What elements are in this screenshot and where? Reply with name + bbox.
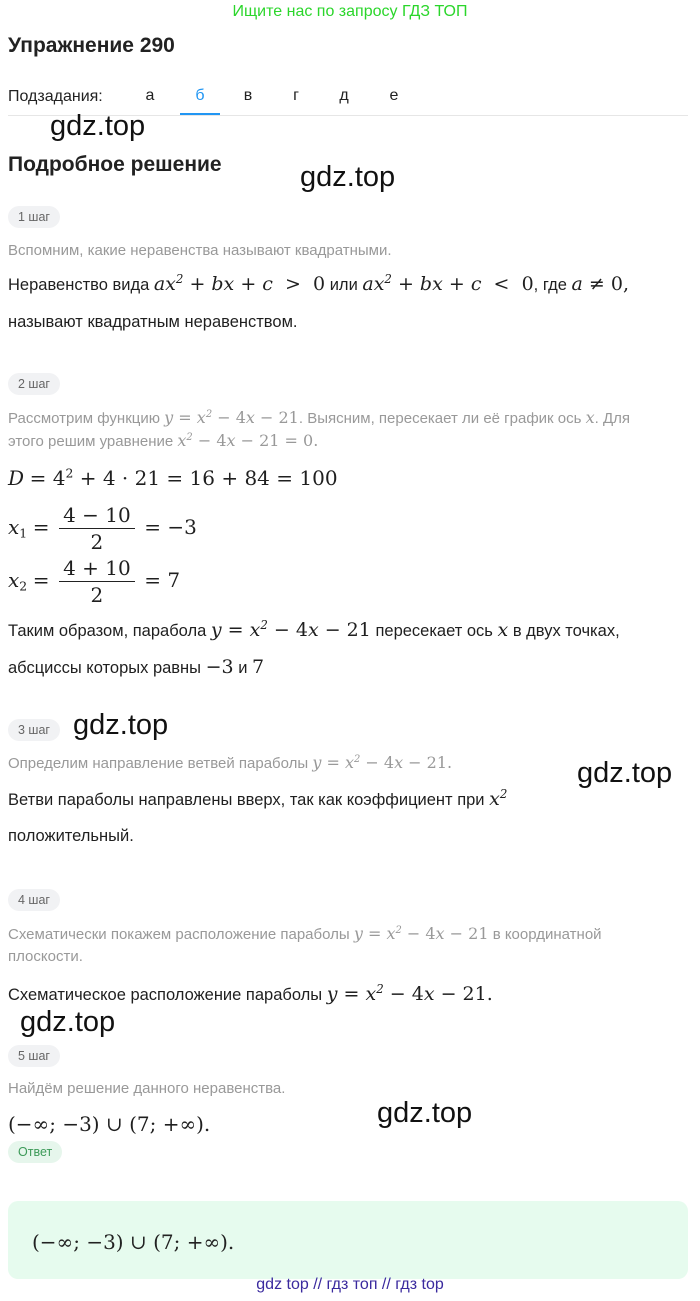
- tab-a[interactable]: а: [145, 87, 155, 104]
- step-badge: 5 шаг: [8, 1045, 60, 1067]
- watermark: gdz.top: [20, 1006, 116, 1038]
- step-text-part: или: [329, 276, 358, 294]
- search-banner[interactable]: Ищите нас по запросу ГДЗ ТОП: [232, 3, 468, 20]
- step-hint: [8, 431, 318, 450]
- formula: $ax^2$ + bx + c < 0: [362, 271, 534, 295]
- step-hint: Найдём решение данного неравенства.: [8, 1080, 286, 1097]
- formula: $y = x^2 - 4x - 21$: [353, 924, 489, 943]
- step-hint: Вспомним, какие неравенства называют квадратными.: [8, 242, 392, 259]
- step-badge: 1 шаг: [8, 206, 60, 228]
- hint-part: . Для: [594, 410, 631, 427]
- subtasks-label: Подзадания:: [8, 88, 103, 105]
- step-text-part: положительный.: [8, 827, 134, 845]
- formula: $y = x^2 - 4x - 21$.: [312, 753, 453, 772]
- step-hint: [8, 408, 630, 427]
- tab-v[interactable]: в: [243, 87, 253, 104]
- tab-e[interactable]: е: [389, 87, 399, 104]
- hint-part: Определим направление ветвей параболы: [8, 755, 309, 772]
- step-text: [8, 656, 264, 678]
- step-text: Неравенство вида $ax^2$ + bx + c > 0 или $ax^2$ + bx + c < 0, где a ≠ 0,: [8, 271, 629, 295]
- step-text: [8, 788, 507, 810]
- step-hint: плоскости.: [8, 948, 83, 965]
- formula: x: [497, 619, 509, 641]
- step-text-part: Таким образом, парабола: [8, 622, 207, 640]
- watermark: gdz.top: [300, 161, 396, 193]
- footer-links[interactable]: gdz top // гдз топ // гдз top: [256, 1276, 444, 1293]
- page-title: Упражнение 290: [8, 34, 175, 57]
- formula: a ≠ 0: [571, 273, 623, 295]
- hint-part: Рассмотрим функцию: [8, 410, 160, 427]
- tab-b[interactable]: б: [195, 87, 205, 104]
- hint-part: Схематически покажем расположение параболы: [8, 926, 350, 943]
- answer-value: (−∞; −3) ∪ (7; +∞).: [32, 1230, 235, 1254]
- step-text-part: пересекает ось: [375, 622, 493, 640]
- watermark: gdz.top: [377, 1097, 473, 1129]
- formula: $y = x^2 - 4x - 21$: [164, 408, 299, 427]
- step-text-part: Неравенство вида: [8, 276, 150, 294]
- formula: $y = x^2 - 4x - 21$.: [326, 981, 493, 1005]
- step-badge: 2 шаг: [8, 373, 60, 395]
- step-text-part: Схематическое расположение параболы: [8, 986, 323, 1004]
- step-hint: [8, 753, 452, 772]
- tab-g[interactable]: г: [293, 87, 299, 104]
- step-badge: 3 шаг: [8, 719, 60, 741]
- watermark: gdz.top: [50, 110, 146, 142]
- discriminant-formula: $D = 4^2 + 4 \cdot 21 = 16 + 84 = 100$: [8, 465, 338, 490]
- step-text-part: и: [238, 659, 248, 677]
- step-text-part: в двух точках,: [512, 622, 620, 640]
- step-badge: 4 шаг: [8, 889, 60, 911]
- solution-result: (−∞; −3) ∪ (7; +∞).: [8, 1112, 211, 1136]
- step-text-part: Ветви параболы направлены вверх, так как коэффициент при: [8, 791, 485, 809]
- tab-d[interactable]: д: [339, 87, 349, 104]
- root-x2-formula: $x_2$ = $\frac{4 + 10}{2}$ = 7: [8, 556, 181, 607]
- formula: $ax^2$ + bx + c > 0: [153, 271, 326, 295]
- watermark: gdz.top: [577, 757, 673, 789]
- formula: $x^2$: [489, 786, 508, 810]
- hint-part: в координатной: [492, 926, 602, 943]
- step-hint: [8, 924, 602, 943]
- formula: −3: [205, 656, 234, 678]
- step-text-part: абсциссы которых равны: [8, 659, 202, 677]
- section-title: Подробное решение: [8, 153, 222, 176]
- step-text-part: называют квадратным неравенством.: [8, 313, 298, 331]
- answer-badge: Ответ: [8, 1141, 62, 1163]
- formula: x: [585, 408, 595, 427]
- formula: $x^2 - 4x - 21 = 0$.: [177, 431, 319, 450]
- step-text: [8, 983, 493, 1005]
- hint-part: . Выясним, пересекает ли её график ось: [298, 410, 582, 427]
- step-text-part: , где: [533, 276, 567, 294]
- watermark: gdz.top: [73, 709, 169, 741]
- root-x1-formula: $x_1$ = $\frac{4 - 10}{2}$ = −3: [8, 503, 197, 554]
- hint-part: этого решим уравнение: [8, 433, 174, 450]
- formula: 7: [252, 656, 265, 678]
- formula: $y = x^2 - 4x - 21$: [210, 617, 371, 641]
- step-text: [8, 619, 620, 641]
